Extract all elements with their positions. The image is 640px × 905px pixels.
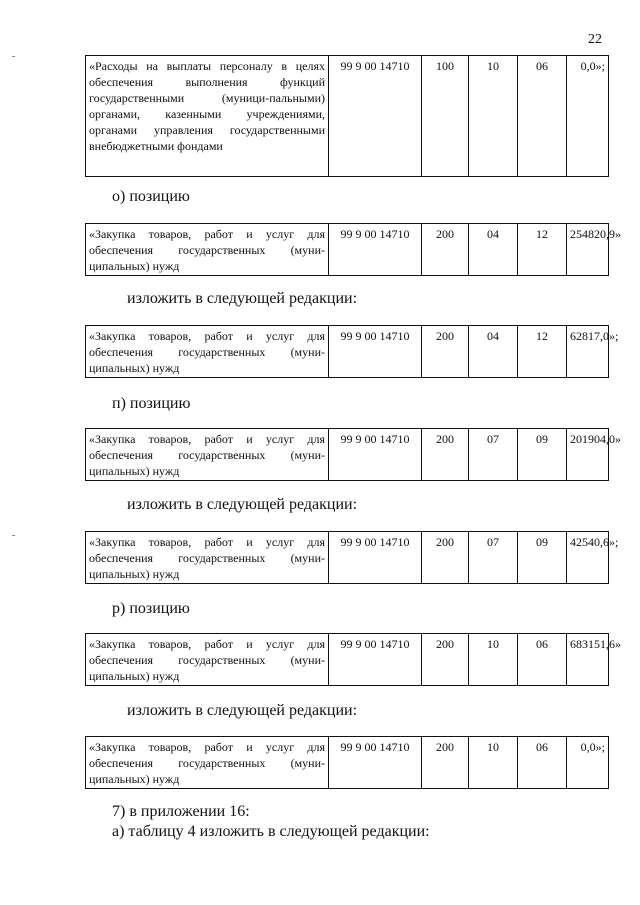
expense-name-cell: «Закупка товаров, работ и услуг для обеспечения государственных (муни-ципальных) нужд: [86, 429, 329, 481]
subsection-cell: 06: [518, 634, 567, 686]
section-cell: 07: [469, 429, 518, 481]
clause-r-heading: р) позицию: [112, 600, 190, 617]
amount-cell: 0,0»;: [567, 737, 609, 789]
expense-name-cell: «Закупка товаров, работ и услуг для обеспечения государственных (муни-ципальных) нужд: [86, 326, 329, 378]
budget-row-table: [85, 223, 621, 276]
target-code-cell: 99 9 00 14710: [329, 56, 422, 177]
table-row: [86, 532, 609, 584]
expense-type-cell: 100: [422, 56, 469, 177]
subsection-cell: 06: [518, 737, 567, 789]
budget-row-table: [85, 428, 621, 481]
section-cell: 07: [469, 532, 518, 584]
table-row: [86, 737, 609, 789]
scan-mark: [12, 535, 15, 536]
table-row: [86, 56, 609, 177]
target-code-cell: 99 9 00 14710: [329, 224, 422, 276]
expense-type-cell: 200: [422, 737, 469, 789]
item-7-text: 7) в приложении 16:: [112, 803, 250, 820]
replace-heading: изложить в следующей редакции:: [127, 702, 358, 719]
target-code-cell: 99 9 00 14710: [329, 429, 422, 481]
expense-name-cell: «Закупка товаров, работ и услуг для обеспечения государственных (муни-ципальных) нужд: [86, 634, 329, 686]
replace-heading: изложить в следующей редакции:: [127, 496, 358, 513]
amount-cell: 0,0»;: [567, 56, 609, 177]
expense-type-cell: 200: [422, 429, 469, 481]
subsection-cell: 12: [518, 224, 567, 276]
expense-name-cell: «Закупка товаров, работ и услуг для обеспечения государственных (муни-ципальных) нужд: [86, 532, 329, 584]
section-cell: 04: [469, 326, 518, 378]
amount-cell: 201904,0»: [567, 429, 609, 481]
amount-cell: 683151,6»: [567, 634, 609, 686]
section-cell: 04: [469, 224, 518, 276]
subsection-cell: 06: [518, 56, 567, 177]
target-code-cell: 99 9 00 14710: [329, 634, 422, 686]
page-number: 22: [588, 32, 602, 47]
subsection-cell: 09: [518, 429, 567, 481]
item-a-text: а) таблицу 4 изложить в следующей редакции:: [112, 823, 430, 840]
scan-mark: [12, 56, 15, 57]
expense-name-cell: «Закупка товаров, работ и услуг для обеспечения государственных (муни-ципальных) нужд: [86, 737, 329, 789]
replace-heading: изложить в следующей редакции:: [127, 290, 358, 307]
section-cell: 10: [469, 737, 518, 789]
expense-type-cell: 200: [422, 634, 469, 686]
section-cell: 10: [469, 634, 518, 686]
amount-cell: 42540,6»;: [567, 532, 609, 584]
subsection-cell: 09: [518, 532, 567, 584]
expense-name-cell: «Закупка товаров, работ и услуг для обеспечения государственных (муни-ципальных) нужд: [86, 224, 329, 276]
table-row: [86, 429, 609, 481]
amount-cell: 254820,9»: [567, 224, 609, 276]
budget-row-table: [85, 531, 619, 584]
budget-row-table: [85, 736, 609, 789]
target-code-cell: 99 9 00 14710: [329, 326, 422, 378]
expense-type-cell: 200: [422, 326, 469, 378]
target-code-cell: 99 9 00 14710: [329, 737, 422, 789]
expense-name-cell: «Расходы на выплаты персоналу в целях обеспечения выполнения функций государственными (муници-пальными) органами, казенными учреждениями, органами управления государственными внебюджетными фондами: [86, 56, 329, 177]
table-row: [86, 634, 609, 686]
budget-row-table: [85, 325, 619, 378]
expense-type-cell: 200: [422, 532, 469, 584]
expense-type-cell: 200: [422, 224, 469, 276]
target-code-cell: 99 9 00 14710: [329, 532, 422, 584]
table-row: [86, 326, 609, 378]
budget-row-table: [85, 633, 621, 686]
budget-row-table: [85, 55, 609, 177]
section-cell: 10: [469, 56, 518, 177]
clause-o-heading: о) позицию: [112, 188, 190, 205]
clause-p-heading: п) позицию: [112, 395, 191, 412]
subsection-cell: 12: [518, 326, 567, 378]
table-row: [86, 224, 609, 276]
amount-cell: 62817,0»;: [567, 326, 609, 378]
